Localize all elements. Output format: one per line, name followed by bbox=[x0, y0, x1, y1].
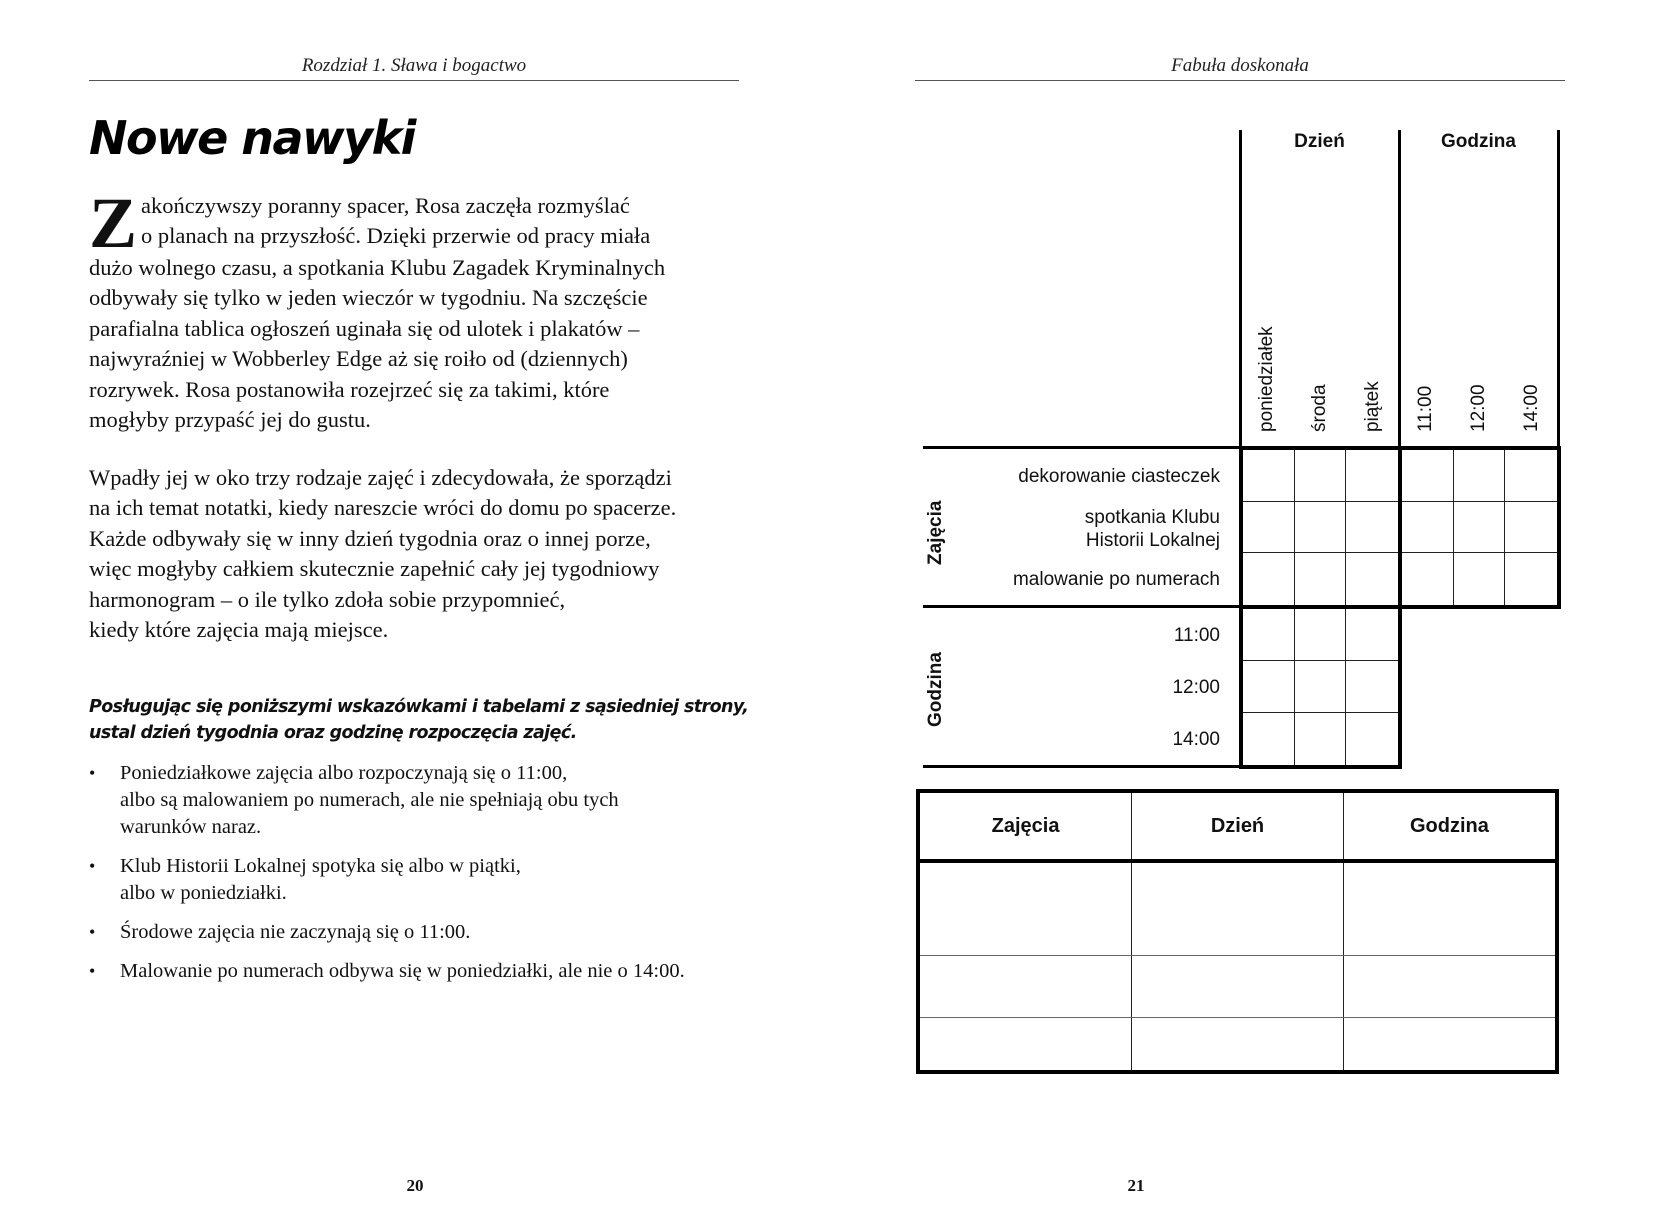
text-line: więc mogłyby całkiem skutecznie zapełnić cały jej tygodniowy bbox=[89, 556, 660, 582]
instruction-line: Posługując się poniższymi wskazówkami i tabelami z sąsiedniej strony, bbox=[89, 697, 749, 717]
grid-divider bbox=[1398, 130, 1401, 448]
grid-cell[interactable] bbox=[1402, 502, 1454, 554]
column-label-1200: 12:00 bbox=[1468, 384, 1489, 432]
row-label-cookie-decorating bbox=[960, 465, 1220, 488]
puzzle-instruction bbox=[89, 694, 769, 746]
grid-cell[interactable] bbox=[1243, 609, 1295, 661]
grid-divider bbox=[923, 605, 1243, 608]
grid-cell[interactable] bbox=[1454, 450, 1506, 502]
text-line: harmonogram – o ile tylko zdoła sobie przypomnieć, bbox=[89, 586, 566, 612]
row-category-time: Godzina bbox=[925, 652, 946, 727]
text-line: kiedy które zajęcia mają miejsce. bbox=[89, 617, 389, 643]
answer-cell[interactable] bbox=[1132, 955, 1344, 1018]
bullet-icon: • bbox=[89, 763, 96, 783]
grid-cell[interactable] bbox=[1295, 502, 1347, 554]
grid-divider bbox=[1239, 130, 1242, 448]
text-line: mogłyby przypaść jej do gustu. bbox=[89, 407, 371, 433]
row-category-activities: Zajęcia bbox=[925, 500, 946, 565]
column-label-wednesday: środa bbox=[1309, 384, 1330, 432]
grid-divider bbox=[923, 765, 1243, 768]
grid-cell[interactable] bbox=[1243, 661, 1295, 713]
grid-cell[interactable] bbox=[1295, 553, 1347, 605]
right-page-number: 21 bbox=[1127, 1176, 1145, 1195]
grid-cell[interactable] bbox=[1243, 450, 1295, 502]
text-line: akończywszy poranny spacer, Rosa zaczęła rozmyślać bbox=[141, 193, 630, 218]
grid-cell[interactable] bbox=[1295, 609, 1347, 661]
column-label-1400: 14:00 bbox=[1521, 384, 1542, 432]
answer-header-activity: Zajęcia bbox=[920, 793, 1132, 861]
second-paragraph bbox=[89, 463, 749, 645]
grid-divider bbox=[923, 446, 1243, 449]
answer-cell[interactable] bbox=[920, 861, 1132, 955]
column-category-day: Dzień bbox=[1294, 131, 1345, 152]
bullet-icon: • bbox=[89, 922, 96, 942]
clue-item bbox=[89, 760, 749, 841]
column-label-1100: 11:00 bbox=[1415, 385, 1436, 432]
clue-line: warunków naraz. bbox=[120, 816, 262, 838]
answer-cell[interactable] bbox=[1132, 861, 1344, 955]
right-header-rule bbox=[915, 80, 1565, 81]
column-label-friday: piątek bbox=[1362, 381, 1383, 432]
answer-cell[interactable] bbox=[1343, 861, 1555, 955]
grid-cell[interactable] bbox=[1505, 450, 1557, 502]
grid-cell[interactable] bbox=[1402, 450, 1454, 502]
answer-row bbox=[920, 861, 1555, 955]
row-label-1400: 14:00 bbox=[1172, 729, 1220, 750]
grid-cell[interactable] bbox=[1346, 609, 1398, 661]
grid-cell[interactable] bbox=[1346, 553, 1398, 605]
grid-cell[interactable] bbox=[1243, 553, 1295, 605]
row-label-local-history-club bbox=[960, 506, 1220, 552]
bullet-icon: • bbox=[89, 961, 96, 981]
grid-cell[interactable] bbox=[1454, 502, 1506, 554]
grid-block-activities-time bbox=[1398, 446, 1561, 609]
answer-cell[interactable] bbox=[920, 955, 1132, 1018]
grid-block-time-day bbox=[1239, 605, 1402, 769]
text-line: o planach na przyszłość. Dzięki przerwie od pracy miała bbox=[141, 223, 651, 249]
row-label-1200: 12:00 bbox=[1172, 677, 1220, 698]
grid-cell[interactable] bbox=[1295, 661, 1347, 713]
grid-cell[interactable] bbox=[1243, 502, 1295, 554]
grid-cell[interactable] bbox=[1346, 713, 1398, 765]
grid-cell[interactable] bbox=[1346, 450, 1398, 502]
grid-cell[interactable] bbox=[1505, 553, 1557, 605]
clue-item bbox=[89, 919, 749, 946]
row-label-1100: 11:00 bbox=[1173, 625, 1220, 646]
grid-cell[interactable] bbox=[1454, 553, 1506, 605]
answer-table bbox=[916, 789, 1559, 1074]
left-header-rule bbox=[89, 80, 739, 81]
row-label-text: dekorowanie ciasteczek bbox=[1018, 466, 1220, 487]
row-label-text: Historii Lokalnej bbox=[1085, 530, 1220, 551]
clue-line: albo w poniedziałki. bbox=[120, 882, 287, 904]
answer-cell[interactable] bbox=[1343, 1018, 1555, 1070]
grid-cell[interactable] bbox=[1402, 553, 1454, 605]
row-label-text: spotkania Klubu bbox=[1084, 507, 1220, 528]
clue-line: Poniedziałkowe zajęcia albo rozpoczynają się o 11:00, bbox=[120, 762, 568, 784]
answer-cell[interactable] bbox=[1132, 1018, 1344, 1070]
grid-cell[interactable] bbox=[1346, 661, 1398, 713]
left-page-number: 20 bbox=[406, 1176, 424, 1195]
bullet-icon: • bbox=[89, 856, 96, 876]
clue-line: albo są malowaniem po numerach, ale nie spełniają obu tych bbox=[120, 789, 619, 811]
text-line: parafialna tablica ogłoszeń uginała się od ulotek i plakatów – bbox=[89, 315, 640, 341]
clue-item bbox=[89, 958, 749, 985]
grid-cell[interactable] bbox=[1505, 502, 1557, 554]
clue-list bbox=[89, 760, 749, 997]
clue-line: Klub Historii Lokalnej spotyka się albo w piątki, bbox=[120, 855, 521, 877]
answer-row bbox=[920, 955, 1555, 1018]
row-label-text: malowanie po numerach bbox=[1012, 569, 1220, 590]
text-line: najwyraźniej w Wobberley Edge aż się roiło od (dziennych) bbox=[89, 346, 628, 372]
intro-paragraph bbox=[89, 183, 749, 435]
grid-cell[interactable] bbox=[1295, 450, 1347, 502]
grid-cell[interactable] bbox=[1346, 502, 1398, 554]
text-line: dużo wolnego czasu, a spotkania Klubu Zagadek Kryminalnych bbox=[89, 255, 666, 280]
column-category-time: Godzina bbox=[1441, 131, 1516, 152]
text-line: na ich temat notatki, kiedy nareszcie wróci do domu po spacerze. bbox=[89, 495, 677, 521]
text-line: Wpadły jej w oko trzy rodzaje zajęć i zdecydowała, że sporządzi bbox=[89, 465, 672, 490]
text-line: Każde odbywały się w inny dzień tygodnia oraz o innej porze, bbox=[89, 525, 651, 551]
text-line: odbywały się tylko w jeden wieczór w tygodniu. Na szczęście bbox=[89, 285, 648, 311]
clue-line: Środowe zajęcia nie zaczynają się o 11:00. bbox=[120, 921, 471, 943]
right-running-head: Fabuła doskonała bbox=[1171, 55, 1309, 76]
page-title: Nowe nawyki bbox=[89, 111, 415, 165]
grid-cell[interactable] bbox=[1243, 713, 1295, 765]
grid-divider bbox=[1557, 130, 1560, 448]
left-running-head: Rozdział 1. Sława i bogactwo bbox=[301, 55, 527, 76]
column-label-monday: poniedziałek bbox=[1256, 326, 1277, 432]
clue-item bbox=[89, 853, 749, 907]
answer-header-time: Godzina bbox=[1343, 793, 1555, 861]
grid-block-activities-day bbox=[1239, 446, 1402, 609]
answer-cell[interactable] bbox=[920, 1018, 1132, 1070]
answer-cell[interactable] bbox=[1343, 955, 1555, 1018]
answer-header-day: Dzień bbox=[1132, 793, 1344, 861]
instruction-line: ustal dzień tygodnia oraz godzinę rozpoczęcia zajęć. bbox=[89, 723, 577, 743]
answer-row bbox=[920, 1018, 1555, 1070]
clue-line: Malowanie po numerach odbywa się w poniedziałki, ale nie o 14:00. bbox=[120, 960, 685, 982]
text-line: rozrywek. Rosa postanowiła rozejrzeć się za takimi, które bbox=[89, 376, 610, 402]
drop-cap: Z bbox=[89, 183, 138, 263]
row-label-paint-by-numbers bbox=[960, 568, 1220, 591]
grid-cell[interactable] bbox=[1295, 713, 1347, 765]
